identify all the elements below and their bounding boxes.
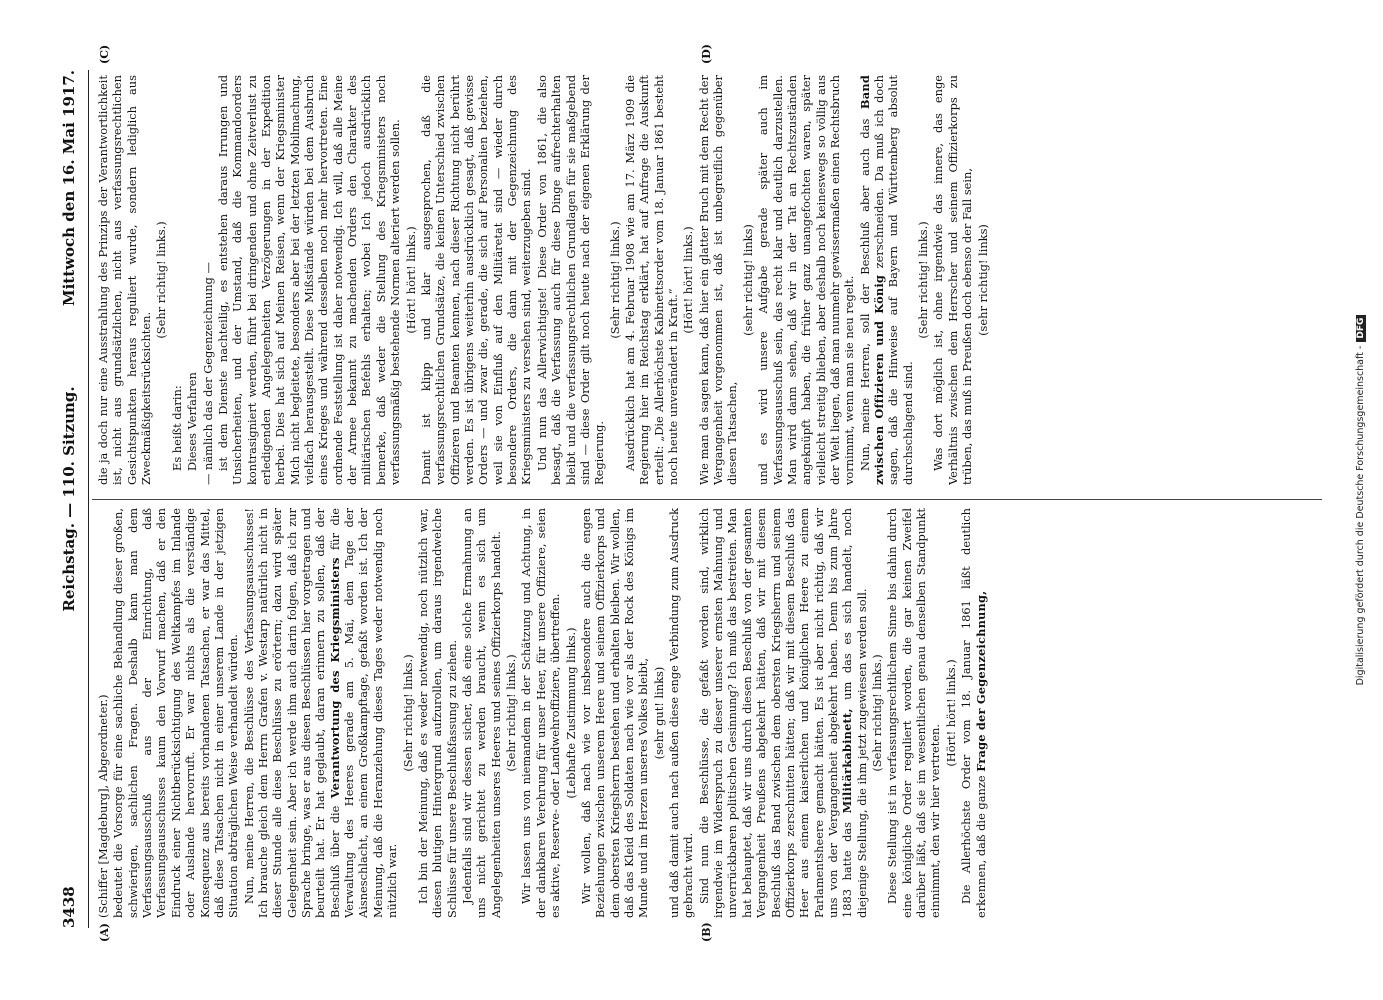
paragraph <box>697 508 869 918</box>
paragraph: bedeutet die Vorsorge für eine sachliche Behandlung dieser großen, schwierigen, sachlichen Fragen. Deshalb kann man dem Verfassungsausschuß aus der Einrichtung, daß Verfassungsausschusses kaum den Vorwurf machen, daß er den Eindruck einer Nichtberücksichtigung des Weltkampfes im Inlande oder Auslande hervorruft. Er war nichts als die verständige Konsequenz aus bereits vorhandenen Tatsachen, er war das Mittel, daß diese Tatsachen nicht in einer unserem Lande in der jetzigen Situation abträglichen Weise verhandelt würden. <box>111 508 241 918</box>
paragraph-text: Nun, meine Herren, soll der Beschluß aber auch das <box>857 118 872 471</box>
paragraph-text: Die Allerhöchste Order vom 18. Januar 1861 läßt deutlich erkennen, daß die ganze <box>959 508 988 918</box>
column-divider <box>92 499 1322 500</box>
margin-marker-c: (C) <box>98 44 111 64</box>
paragraph-text: um das es sich handelt, noch diejenige Stellung, die ihm jetzt zugewiesen werden soll. <box>840 508 869 918</box>
page-number: 3438 <box>60 886 78 928</box>
interjection: (Sehr richtig! links.) <box>400 654 415 772</box>
interjection: (sehr richtig! links) <box>975 224 990 336</box>
interjection: (Hört! hört! links.) <box>403 226 418 334</box>
paragraph: Jedenfalls sind wir dessen sicher, daß eine solche Ermahnung an uns nicht gerichtet zu werden braucht, wenn es sich um Angelegenheiten unseres Heeres und seines Offizierkorps handelt. <box>459 508 503 918</box>
running-head <box>60 70 88 928</box>
interjection: (Sehr richtig! links.) <box>916 221 931 339</box>
paragraph: Wir lassen uns von niemandem in der Schätzung und Achtung, in der dankbaren Verehrung für unser Heer, für unsere Offiziere, seien es aktive, Reserve- oder Landwehroffiziere, übertreffen. <box>519 508 563 918</box>
paragraph-text: zerschneiden. Da muß ich doch sagen, daß die Hinweise auf Bayern und Württemberg absolut durchschlagend sind. <box>872 75 915 485</box>
paragraph: Ich bin der Meinung, daß es weder notwendig, noch nützlich war, diesen blutigen Hintergrund aufzurollen, um daraus irgendwelche Schlüsse für unsere Beschlußfassung zu ziehen. <box>415 508 459 918</box>
quotation-line: — nämlich das der Gegenzeichnung — <box>200 262 215 485</box>
paragraph: Es heißt darin: <box>169 385 184 471</box>
paragraph-text: für die Verwaltung des Heeres gerade am 5. Mai, dem Tage der Aisneschlacht, an einem Großkampftage, gefaßt worden ist. Ich der Meinung, daß die Heranziehung dieses Tages weder notwendig noch nützlich war. <box>327 508 400 918</box>
interjection: (Sehr richtig! links.) <box>154 221 169 339</box>
session-date: Mittwoch den 16. Mai 1917. <box>60 70 78 307</box>
speaker-attribution: (Schiffer [Magdeburg], Abgeordneter.) <box>96 694 110 918</box>
paragraph: die ja doch nur eine Ausstrahlung des Prinzips der Verantwortlichkeit ist, nicht aus grundsätzlichen, nicht aus verfassungsrechtlichen Gesichtspunkten heraus reguliert wurde, sondern lediglich aus Zweckmäßigkeitsrücksichten. <box>96 75 154 485</box>
paragraph: Was dort möglich ist, ohne irgendwie das innere, das enge Verhältnis zwischen dem Herrscher und seinem Offizierkorps zu trüben, das muß in Preußen doch ebenso der Fall sein, <box>931 75 975 485</box>
paragraph: Damit ist klipp und klar ausgesprochen, daß die verfassungsrechtlichen Grundsätze, die keinen Unterschied zwischen Offizieren und Beamten kennen, nach dieser Richtung nicht berührt werden. Es ist übrigens weiterhin ausdrücklich gesagt, daß gewisse Orders — und zwar die, gerade, die sich auf Personalien beziehen, weil sie von Einfluß auf den Militäretat sind — wieder durch besondere Orders, die dann mit der Gegenzeichnung des Kriegsministers zu versehen sind, weiterzugeben sind. <box>418 75 534 485</box>
session-title: Reichstag. — 110. Sitzung. <box>60 386 78 612</box>
header-rule <box>88 70 89 928</box>
interjection: (Sehr richtig! links.) <box>607 221 622 339</box>
paragraph <box>959 508 988 918</box>
right-column <box>96 75 1322 485</box>
interjection: (Sehr richtig! links.) <box>870 654 885 772</box>
emphasis-text: Frage der Gegenzeichnung, <box>973 590 988 772</box>
left-column <box>96 508 1322 918</box>
emphasis-text: Militärkabinett, <box>840 708 855 814</box>
paragraph: Ausdrücklich hat am 4. Februar 1908 wie am 17. März 1909 die Regierung hier im Reichstag erklärt, hat auf Anfrage die Auskunft erteilt: „Die Allerhöchste Kabinettsorder vom 18. Januar 1861 besteht noch heute unverändert in Kraft.“ <box>622 75 681 485</box>
interjection: (sehr gut! links) <box>651 666 666 760</box>
paragraph: Wir wollen, daß nach wie vor insbesondere auch die engen Beziehungen zwischen unserem Heere und seinem Offizierkorps und dem obersten Kriegsherrn bestehen und erhalten bleiben. Wir wollen, daß das Kleid des Soldaten nach wie vor als der Rock des Königs im Munde und im Herzen unseres Volkes bleibt, <box>578 508 651 918</box>
digitization-credit <box>1355 0 1373 1000</box>
paragraph: Wie man da sagen kann, daß hier ein glatter Bruch mit dem Recht der Vergangenheit vorgenommen ist, daß ist unbegreiflich gegenüber diesen Tatsachen, <box>696 75 740 485</box>
credit-text: Digitalisierung gefördert durch die Deutsche Forschungsgemeinschaft - <box>1355 345 1366 686</box>
emphasis-text: Verantwortung des Kriegsministers <box>327 557 342 799</box>
paragraph: Und nun das Allerwichtigste! Diese Order von 1861, die also besagt, daß die Verfassung auch für diese Dinge aufrechterhalten bleibt und die verfassungsrechtlichen Grundlagen für sie maßgebend sind — diese Order gilt noch heute nach der eigenen Erklärung der Regierung. <box>534 75 607 485</box>
dfg-logo: DFG <box>1356 315 1366 342</box>
interjection: (Lebhafte Zustimmung links.) <box>563 627 578 799</box>
quotation-line: Dieses Verfahren <box>185 372 200 471</box>
paragraph <box>858 75 915 485</box>
margin-marker-a: (A) <box>98 923 111 942</box>
interjection: (Hört! hört! links.) <box>943 659 958 767</box>
margin-marker-b: (B) <box>700 922 713 942</box>
margin-marker-d: (D) <box>700 44 713 64</box>
paragraph: und daß damit auch nach außen diese enge Verbindung zum Ausdruck gebracht wird. <box>667 508 696 918</box>
paragraph-text: Nun, meine Herren, die Beschlüsse des Verfassungsausschusses! Ich brauche gleich dem Herrn Grafen v. Westarp natürlich nicht in dieser Stunde alle diese Beschlüsse zu erörtern; dazu wird später Gelegenheit sein. Aber ich werde ihm auch darin folgen, daß ich zur Sprache bringe, was er aus diesen Beschlüssen hier vorgetragen und beurteilt hat. Er hat geglaubt, daran erinnern zu sollen, daß der Beschluß über die <box>241 508 342 918</box>
emphasis-text: Band zwischen Offizieren und König <box>857 75 887 485</box>
interjection: (Hört! hört! links.) <box>681 226 696 334</box>
paragraph: Diese Stellung ist in verfassungsrechtlichem Sinne bis dahin durch eine königliche Order reguliert worden, die gar keinen Zweifel darüber läßt, daß sie im wesentlichen genau denselben Standpunkt einnimmt, den wir hier vertreten. <box>885 508 943 918</box>
interjection: (Sehr richtig! links.) <box>504 654 519 772</box>
paragraph <box>242 508 400 918</box>
interjection: (sehr richtig! links) <box>740 224 755 336</box>
paragraph-text: Sind nun die Beschlüsse, die gefaßt worden sind, wirklich irgendwie im Widerspruch zu dieser unserer ernsten Mahnung und unverrückbaren politischen Gesinnung? Ich muß das bestreiten. Man hat behauptet, daß wir uns durch diesen Beschluß von der gesamten Vergangenheit Preußens abgekehrt hätten, daß wir mit diesem Beschluß das Band zwischen dem obersten Kriegsherrn und seinem Offizierkorps zerschnitten hätten; daß wir mit diesem Beschluß das Heer aus einem kaiserlichen und königlichen Heere zu einem Parlamentsheere gemacht hätten. Es ist aber nicht richtig, daß wir uns von der Vergangenheit abgekehrt haben. Denn bis zum Jahre 1883 hatte das <box>696 508 855 918</box>
paragraph: und es wird unsere Aufgabe gerade später auch im Verfassungsausschuß sein, das recht klar und deutlich darzustellen. Man wird dann sehen, daß wir in der Tat an Rechtszuständen angeknüpft haben, die früher ganz unangefochten waren, später vielleicht streitig blieben, aber deshalb noch keineswegs so völlig aus der Welt liegen, daß man nunmehr gewissermaßen einen Rechtsbruch vornimmt, wenn man sie neu regelt. <box>756 75 857 485</box>
quotation-block: ist dem Dienste nachteilig, es entstehen daraus Irrungen und Unsicherheiten, und der Umstand, daß die Kommandoorders kontrasigniert werden, führt bei dringenden und ohne Zeitverlust zu erledigenden Angelegenheiten Verzögerungen in der Expedition herbei. Dies hat sich auf Meinen Reisen, wenn der Kriegsminister Mich nicht begleitete, besonders aber bei der letzten Mobilmachung, vielfach herausgestellt. Diese Mißstände würden bei dem Ausbruch eines Krieges und während desselben noch mehr hervortreten. Eine ordnende Feststellung ist daher notwendig. Ich will, daß alle Meine der Armee bekannt zu machenden Orders den Charakter des militärischen Befehls erhalten; wobei Ich jedoch ausdrücklich bemerke, daß weder die Stellung des Kriegsministers noch verfassungsmäßig bestehende Normen alteriert werden sollen. <box>215 75 403 485</box>
